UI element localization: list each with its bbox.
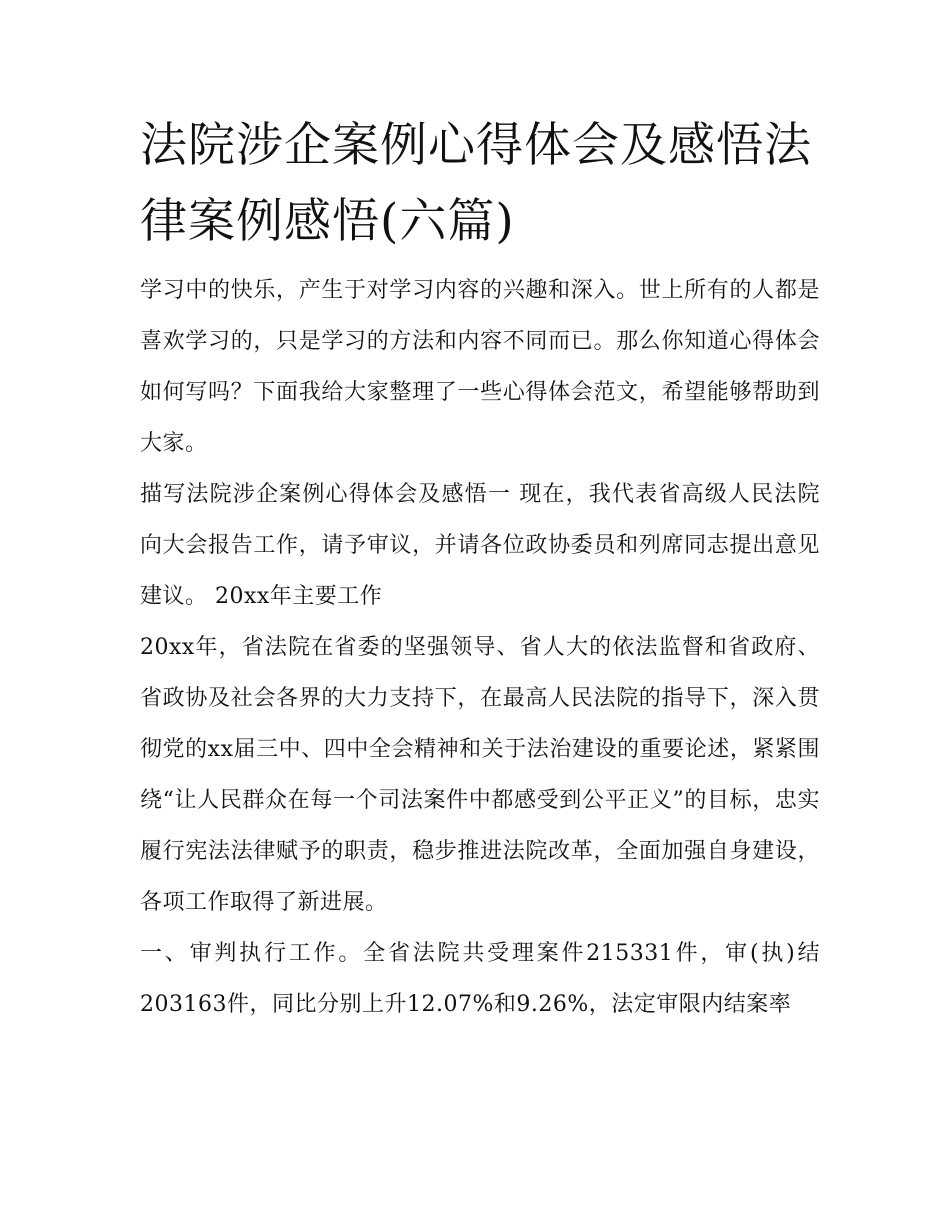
paragraph-intro: 学习中的快乐，产生于对学习内容的兴趣和深入。世上所有的人都是喜欢学习的，只是学习的方法和内容不同而已。那么你知道心得体会如何写吗？下面我给大家整理了一些心得体会范文，希望能够帮助到大家。 [140, 278, 820, 456]
paragraph-work-summary: 20xx年，省法院在省委的坚强领导、省人大的依法监督和省政府、省政协及社会各界的大力支持下，在最高人民法院的指导下，深入贯彻党的xx届三中、四中全会精神和关于法治建设的重要论述，紧紧围绕“让人民群众在每一个司法案件中都感受到公平正义”的目标，忠实履行宪法法律赋予的职责，稳步推进法院改革，全面加强自身建设，各项工作取得了新进展。 [140, 635, 820, 915]
paragraph-section-one: 描写法院涉企案例心得体会及感悟一 现在，我代表省高级人民法院向大会报告工作，请予审议，并请各位政协委员和列席同志提出意见建议。 20xx年主要工作 [140, 482, 820, 609]
paragraph-trial-work: 一、审判执行工作。全省法院共受理案件215331件，审(执)结203163件，同比分别上升12.07%和9.26%，法定审限内结案率 [140, 941, 820, 1017]
document-page [140, 108, 820, 1030]
document-title: 法院涉企案例心得体会及感悟法律案例感悟(六篇) [140, 118, 812, 249]
